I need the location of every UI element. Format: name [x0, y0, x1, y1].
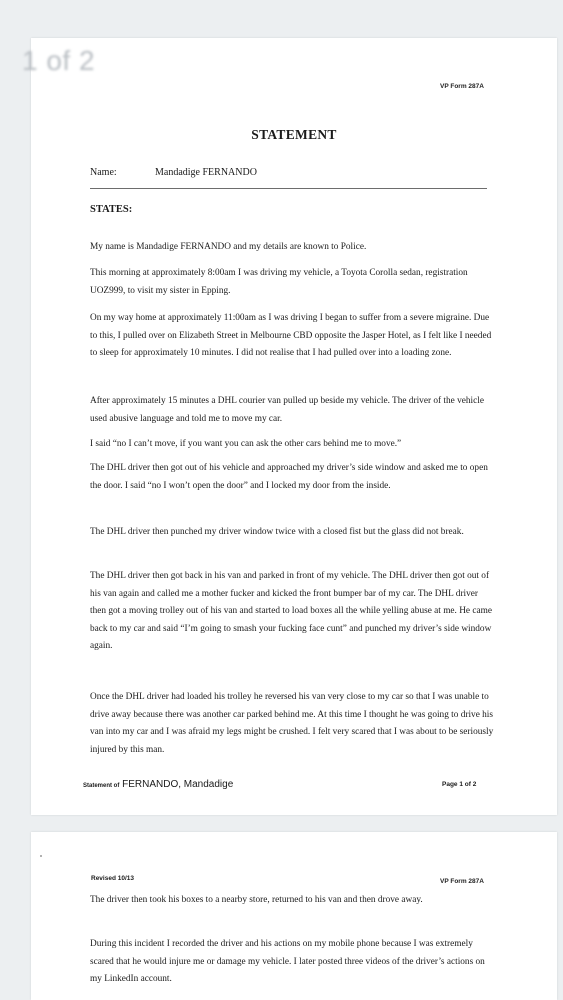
paragraph: The DHL driver then punched my driver window twice with a closed fist but the glass did not break. — [90, 527, 464, 537]
paragraph: My name is Mandadige FERNANDO and my details are known to Police. — [90, 242, 367, 252]
revised-date: Revised 10/13 — [91, 875, 135, 882]
footer-page-number: Page 1 of 2 — [442, 781, 477, 788]
name-label: Name: — [90, 167, 117, 178]
states-heading: STATES: — [90, 204, 133, 215]
form-code: VP Form 287A — [440, 83, 484, 90]
paragraph: The driver then took his boxes to a nearby store, returned to his van and then drove away. — [90, 895, 423, 905]
paragraph: During this incident I recorded the driver and his actions on my mobile phone because I was extremely scared that he would injure me or damage my vehicle. I later posted three videos of the driver’s actions on my LinkedIn account. — [90, 939, 485, 984]
name-value: Mandadige FERNANDO — [155, 167, 257, 178]
paragraph: This morning at approximately 8:00am I was driving my vehicle, a Toyota Corolla sedan, registration UOZ999, to visit my sister in Epping. — [90, 268, 468, 296]
document-title: STATEMENT — [251, 127, 337, 142]
paragraph: On my way home at approximately 11:00am as I was driving I began to suffer from a severe migraine. Due to this, I pulled over on Elizabeth Street in Melbourne CBD opposite the Jasper Hotel, as I felt like I needed to sleep for approximately 10 minutes. I did not realise that I had pulled over into a loading zone. — [90, 313, 492, 358]
paragraph: I said “no I can’t move, if you want you can ask the other cars behind me to move.” — [90, 439, 402, 449]
scan-speck — [40, 855, 42, 857]
statement-footer — [83, 779, 233, 790]
paragraph: The DHL driver then got back in his van and parked in front of my vehicle. The DHL driver then got out of his van again and called me a mother fucker and kicked the front bumper bar of my car. The DHL driver then got a moving trolley out of his van and started to load boxes all the while yelling abuse at me. He came back to my car and said “I’m going to smash your fucking face cunt” and punched my driver’s side window again. — [90, 571, 492, 651]
name-row — [90, 167, 257, 178]
page-counter-overlay: 1 of 2 — [22, 45, 96, 76]
statement-page-2 — [31, 832, 557, 1000]
form-code: VP Form 287A — [440, 878, 484, 885]
paragraph: After approximately 15 minutes a DHL courier van pulled up beside my vehicle. The driver of the vehicle used abusive language and told me to move my car. — [90, 396, 484, 424]
paragraph: The DHL driver then got out of his vehicle and approached my driver’s side window and asked me to open the door. I said “no I won’t open the door” and I locked my door from the inside. — [90, 463, 488, 491]
statement-page-1 — [31, 38, 557, 815]
header-divider — [90, 188, 487, 189]
paragraph: Once the DHL driver had loaded his trolley he reversed his van very close to my car so that I was unable to drive away because there was another car parked behind me. At this time I thought he was going to drive his van into my car and I was afraid my legs might be crushed. I felt very scared that I was about to be seriously injured by this man. — [90, 692, 494, 755]
footer-prefix: Statement of — [83, 783, 120, 789]
footer-name: FERNANDO, Mandadige — [122, 779, 234, 790]
